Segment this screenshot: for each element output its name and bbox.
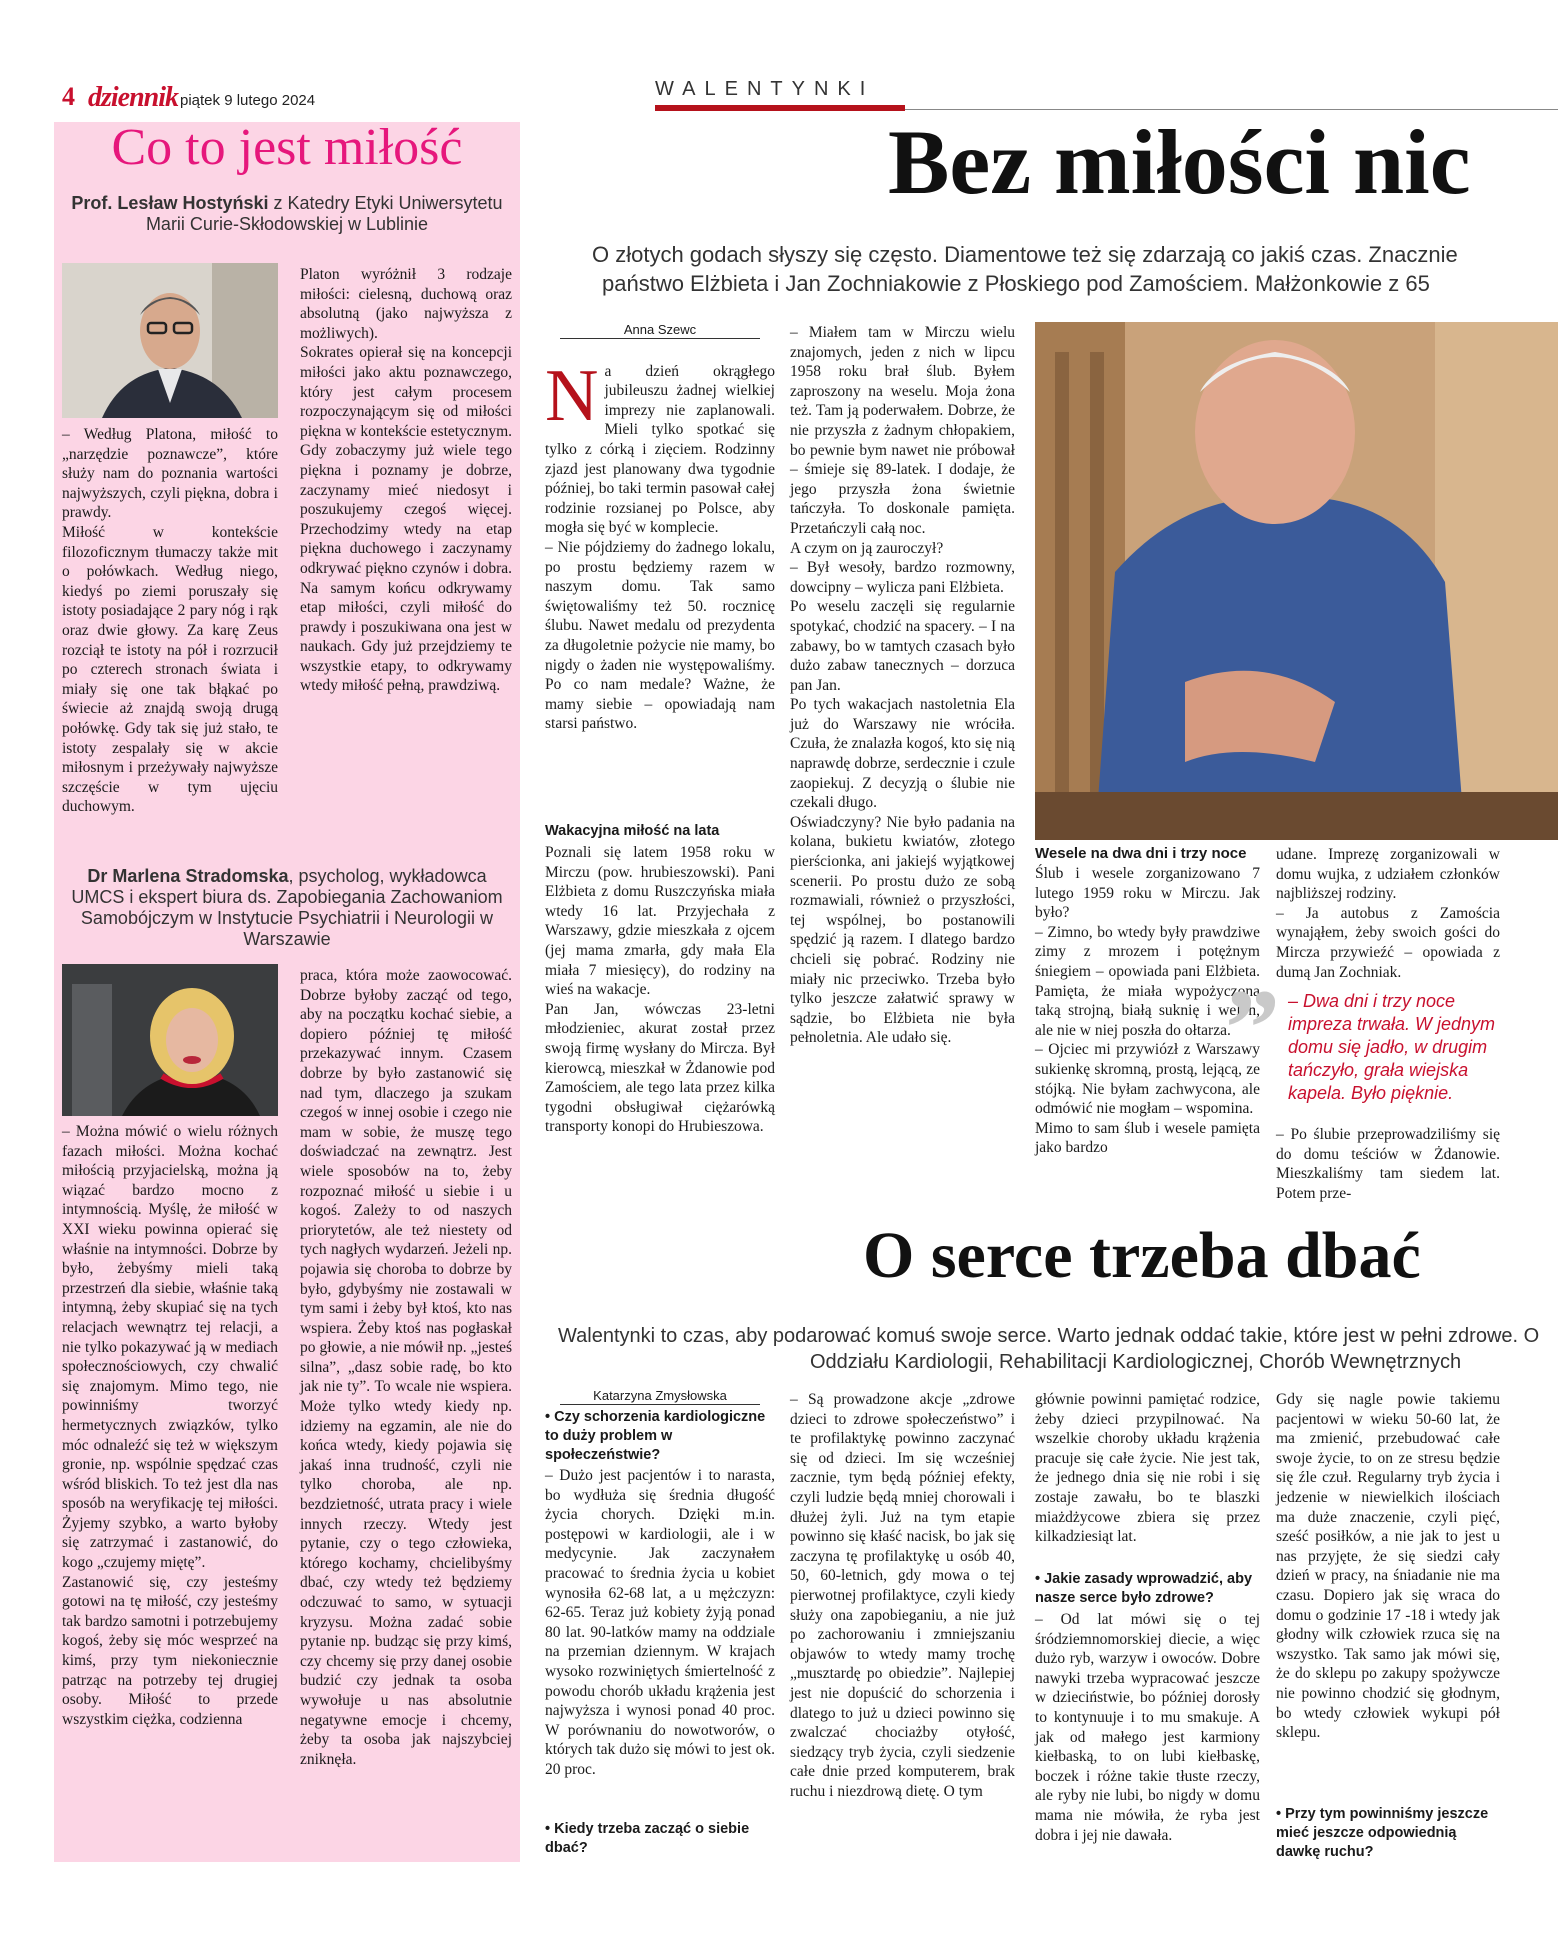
expert2-photo	[62, 964, 278, 1116]
section-label: WALENTYNKI	[655, 78, 875, 100]
article1-col1b: Poznali się latem 1958 roku w Mirczu (pow. hrubieszowski). Pani Elżbieta z domu Ruszczyńska miała wtedy 16 lat. Przyjechała z Warszawy, gdzie mieszkała z ojcem (jej mama zmarła, gdy mała Ela miała 7 miesięcy), do rodziny na wieś na wakacje. Pan Jan, wówczas 23-letni młodzieniec, akurat został przez swoją firmę wysłany do Mircza. Był kierowcą, mieszkał w Żdanowie pod Zamościem, ale tego lata przez kilka tygodni obsługiwał ciężarówką transporty konopi do Hrubieszowa.	[545, 844, 775, 1136]
article1-lead-line2: państwo Elżbieta i Jan Zochniakowie z Płoskiego pod Zamościem. Małżonkowie z 65	[602, 271, 1430, 296]
article1-col3: Ślub i wesele zorganizowano 7 lutego 1959 roku w Mirczu. Jak było? – Zimno, bo wtedy były prawdziwe zimy z mrozem i potężnym śniegiem – opowiada pani Elżbieta. Pamięta, że miała wypożyczoną taką strojną, białą suknię i welon, ale nie w niej poszła do ołtarza. – Ojciec mi przywiózł z Warszawy sukienkę skromną, prostą, lejącą, ze stójką. Nie byłam zachwycona, ale odmówić nie mogłam – wspomina. Mimo to sam ślub i wesele pamięta jako bardzo	[1035, 865, 1260, 1157]
expert2-text-right: praca, która może zaowocować. Dobrze byłoby zacząć od tego, aby na początku kochać siebie, a dopiero później tę miłość przekazywać innym. Czasem dobrze by było zastanowić się nad tym, dlaczego ja szukam czegoś w innej osobie i czego nie mam w sobie, że muszę tego doświadczać na zewnątrz. Jest wiele sposobów na to, żeby rozpoznać miłość u siebie i u kogoś. Zależy to od naszych priorytetów, ale też niestety od tych nagłych wydarzeń. Jeżeli np. pojawia się choroba to dobrze by było, gdybyśmy nie zostawali w tym sami i żeby był ktoś, kto nas wspiera. Żeby ktoś nas pogłaskał po głowie, a nie mówił np. „jesteś silna”, „dasz sobie radę, bo kto jak nie ty”. To wcale nie wspiera. Może tylko wtedy kiedy np. idziemy na egzamin, ale nie do końca wtedy, kiedy pojawia się jakaś inna trudność, czyli nie tylko choroba, ale np. bezdzietność, utrata pracy i wiele innych rzeczy. Wtedy jest pytanie, czy o tego człowieka, którego kochamy, chcielibyśmy dbać, czy wtedy też będziemy odczuwać to samo, w sytuacji kryzysu. Można zadać sobie pytanie np. budząc się przy kimś, czy chcemy się przy danej osobie budzić czy jednak ta osoba wywołuje u nas absolutnie negatywne emocje i chcemy, żeby ta osoba jak najszybciej zniknęła.	[300, 967, 512, 1768]
expert1-intro	[62, 193, 512, 235]
drop-cap: N	[545, 354, 599, 437]
article2-col2: – Są prowadzone akcje „zdrowe dzieci to zdrowe społeczeństwo” i te profilaktykę powinno zaczynać się od dzieci. Im się wcześniej zacznie, tym będą później efekty, czyli ludzie będą mniej chorowali i dłużej żyli. Już na tym etapie powinno się kłaść nacisk, bo jak się zaczyna tę profilaktykę u osób 40, 50, 60-letnich, gdy mowa o tej pierwotnej profilaktyce, czyli kiedy służy ona zapobieganiu, a nie już po zachorowaniu i zmniejszaniu objawów to wtedy mamy trochę „musztardę po obiedzie”. Najlepiej jest nie dopuścić do schorzenia i dlatego to już u dzieci powinno się zwalczać chociażby otyłość, siedzący tryb życia, czyli siedzenie całe dnie przed komputerem, brak ruchu i niezdrową dietę. O tym	[790, 1391, 1015, 1800]
couple-photo	[1035, 322, 1558, 840]
expert1-text-right: Platon wyróżnił 3 rodzaje miłości: cielesną, duchową oraz absolutną (jako najwyższa z możliwych). Sokrates opierał się na koncepcji miłości jako aktu poznawczego, który jest całym procesem rozpoczynającym się od miłości piękna w kontekście estetycznym. Gdy zobaczymy już wiele tego piękna i poznamy je dobrze, zaczynamy mieć niedosyt i poszukujemy czegoś więcej. Przechodzimy wtedy na etap piękna duchowego i zaczynamy odkrywać piękno czynów i dobra. Na samym końcu odkrywamy etap miłości, czyli miłość do prawdy i poszukiwana ona jest w naukach. Gdy już przejdziemy te wszystkie etapy, to odkrywamy wtedy miłość pełną, prawdziwą.	[300, 266, 512, 695]
page-number: 4	[62, 82, 75, 111]
article1-subhead1: Wakacyjna miłość na lata	[545, 823, 720, 839]
issue-date: piątek 9 lutego 2024	[180, 92, 316, 109]
article2-col4: Gdy się nagle powie takiemu pacjentowi w wieku 50-60 lat, że ma zmienić, przebudować całe swoje życie, to on ze stresu będzie się źle czuł. Regularny tryb życia i jedzenie w niewielkich ilościach ma duże znaczenie, czyli pięć, sześć posiłków, a nie jak to jest u nas przyjęte, że się siedzi cały dzień w pracy, na śniadanie nie ma czasu. Dopiero jak się wraca do domu o godzinie 17 -18 i wtedy jak głodny wilk człowiek rzuca się na wszystko. Tak samo jak mówi się, że do sklepu po zakupy spożywcze nie powinno chodzić się głodnym, bo wtedy człowiek wykupi pół sklepu.	[1276, 1391, 1500, 1742]
article1-author: Anna Szewc	[560, 322, 760, 339]
expert2-name: Dr Marlena Stradomska	[87, 866, 289, 886]
article1-col1-text: a dzień okrągłego jubileuszu żadnej wielkiej imprezy nie zaplanowali. Mieli tylko spotkać się tylko z córką i zięciem. Rodzinny zjazd jest planowany dwa tygodnie później, bo taki termin pasował całej rodzinie rozsianej po Polsce, aby mogła się być w komplecie. – Nie pójdziemy do żadnego lokalu, po prostu będziemy razem w naszym domu. Tak samo świętowaliśmy też 50. rocznicę ślubu. Nawet medalu od prezydenta za długoletnie pożycie nie mamy, bo nigdy o żaden nie występowaliśmy. Po co nam medale? Ważne, że mamy siebie – opowiadają nam starsi państwo.	[545, 362, 775, 733]
expert2-text-left: – Można mówić o wielu różnych fazach miłości. Można kochać miłością przyjacielską, można ją wiązać bardzo mocno z intymnością. Myślę, że miłość w XXI wieku powinna opierać się właśnie na intymności. Dobrze by było, żebyśmy mieli taką przestrzeń dla siebie, właśnie taką intymną, żeby skupiać się na tych relacjach wewnątrz tej relacji, a nie tylko pokazywać ją w mediach społecznościowych, czy chwalić się znajomym. Mimo tego, nie powinniśmy tworzyć hermetycznych związków, tylko móc odnaleźć się też w większym gronie, np. wspólnie spędzać czas wśród bliskich. To też jest dla nas sposób na weryfikację tej miłości. Żyjemy szybko, a warto byłoby się zatrzymać i zastanowić, do kogo „czujemy miętę”. Zastanowić się, czy jesteśmy gotowi na tę miłość, czy jesteśmy tak bardzo samotni i potrzebujemy kogoś, żeby się móc wesprzeć na kimś, przy tym niekoniecznie patrząc na potrzeby tej drugiej osoby. Miłość to przede wszystkim ciężka, codzienna	[62, 1123, 278, 1728]
section-rule	[655, 105, 905, 111]
article1-col4: udane. Imprezę zorganizowali w domu wujka, z udziałem członków najbliższej rodziny. – Ja autobus z Zamościa wynająłem, żeby swoich gości do Mircza przywieźć – opowiada z dumą Jan Zochniak.	[1276, 846, 1500, 981]
article2-headline: O serce trzeba dbać	[863, 1219, 1421, 1292]
sidebar-title: Co to jest miłość	[111, 119, 463, 176]
article2-col1: – Dużo jest pacjentów i to narasta, bo wydłuża się średnia długość życia chorych. Dzięki m.in. postępowi w kardiologii, ale i w medycynie. Jak zaczynałem pracować to średnia życia u kobiet wynosiła 62-68 lat, a u mężczyzn: 62-65. Teraz już kobiety żyją ponad 80 lat. 90-latków mamy na oddziale na przemian dziennym. W krajach wysoko rozwiniętych śmiertelność z powodu chorób układu krążenia jest najwyższa i wynosi ponad 40 proc. W porównaniu do nowotworów, o których tak dużo się mówi to jest ok. 20 proc.	[545, 1467, 775, 1778]
article2-question3: • Jakie zasady wprowadzić, aby nasze serce było zdrowe?	[1035, 1571, 1253, 1606]
article2-col3b: – Od lat mówi się o tej śródziemnomorskiej diecie, a więc dużo ryb, warzyw i owoców. Dobre nawyki trzeba wypracować jeszcze w dzieciństwie, bo później dorosły to kontynuuje i to mu smakuje. A jak od małego jest karmiony kiełbaską, to on lubi kiełbaskę, boczek i różne takie tłuste rzeczy, ale ryby nie lubi, bo nigdy w domu mama nie mówiła, że ryba jest dobra i jej nie dawała.	[1035, 1611, 1260, 1844]
article2-col3: głównie powinni pamiętać rodzice, żeby dzieci przypilnować. Na wszelkie choroby układu krążenia pracuje się całe życie. Nie jest tak, że jednego dnia się nie robi i się zostaje zawału, bo te blaszki miażdżycowe zbiera się przez kilkadziesiąt lat.	[1035, 1391, 1260, 1546]
article2-question4: • Przy tym powinniśmy jeszcze mieć jeszcze odpowiednią dawkę ruchu?	[1276, 1806, 1489, 1860]
article1-lead-line1: O złotych godach słyszy się często. Diamentowe też się zdarzają co jakiś czas. Znacznie	[592, 242, 1458, 267]
expert1-text-left: – Według Platona, miłość to „narzędzie poznawcze”, które służy nam do poznania wartości najwyższych, czyli piękna, dobra i prawdy. Miłość w kontekście filozoficznym tłumaczy także mit o połówkach. Według niego, kiedyś po ziemi poruszały się istoty posiadające 2 pary nóg i rąk oraz dwie głowy. Za karę Zeus rozciął te istoty na pół i rozrzucił po czterech stronach świata i miały się one tak błąkać po świecie aż znajdą swoją drugą połówkę. Gdy tak się już stało, te istoty zespalały się w akcie miłosnym i przeżywały najwyższe szczęście w tym ujęciu duchowym.	[62, 426, 278, 816]
article1-col1	[545, 342, 775, 734]
expert1-name: Prof. Lesław Hostyński	[71, 193, 269, 213]
quote-mark-icon: ”	[1225, 967, 1280, 1089]
article2-lead-line2: Oddziału Kardiologii, Rehabilitacji Kardiologicznej, Chorób Wewnętrznych	[810, 1351, 1462, 1373]
expert1-photo	[62, 263, 278, 418]
newspaper-logo: dziennik	[88, 82, 179, 113]
expert1-affiliation: z Katedry Etyki Uniwersytetu Marii Curie-Skłodowskiej w Lublinie	[145, 193, 503, 234]
article1-col4b: – Po ślubie przeprowadziliśmy się do domu teściów w Żdanowie. Mieszkaliśmy tam siedem lat. Potem prze-	[1276, 1126, 1500, 1202]
article1-col2: – Miałem tam w Mirczu wielu znajomych, jeden z nich w lipcu 1958 roku brał ślub. Byłem zaproszony na weselu. Moja żona też. Tam ją poderwałem. Dobrze, że nie przyszła z żadnym chłopakiem, bo pewnie bym nawet nie próbował – śmieje się 89-latek. I dodaje, że jego przyszła żona świetnie tańczyła. To doskonale pamięta. Przetańczyli całą noc. A czym on ją zauroczył? – Był wesoły, bardzo rozmowny, dowcipny – wylicza pani Elżbieta. Po weselu zaczęli się regularnie spotykać, chodzić na spacery. – I na zabawy, bo w tamtych czasach było dużo zabaw tanecznych – dorzuca pan Jan. Po tych wakacjach nastoletnia Ela już do Warszawy nie wróciła. Czuła, że znalazła kogoś, kto się nią naprawdę dobrze, serdecznie i czule zaopiekuj. Z decyzją o ślubie nie czekali długo. Oświadczyny? Nie było padania na kolana, bukietu kwiatów, złotego pierścionka, ani jakiejś wyjątkowej scenerii. Po prostu dużo ze sobą rozmawiali, również o przyszłości, tej wspólnej, bo postanowili spędzić ją razem. I dlatego bardzo chcieli się pobrać. Rodziny nie miały nic przeciwko. Trzeba było tylko jeszcze załatwić sprawy w sądzie, bo Elżbieta nie była pełnoletnia. Ale udało się.	[790, 324, 1015, 1047]
expert2-intro	[62, 866, 512, 950]
article2-question2: • Kiedy trzeba zacząć o siebie dbać?	[545, 1821, 750, 1856]
article2-question1: • Czy schorzenia kardiologiczne to duży problem w społeczeństwie?	[545, 1409, 766, 1463]
article1-headline: Bez miłości nic	[888, 111, 1471, 213]
expert2-affiliation: , psycholog, wykładowca UMCS i ekspert biura ds. Zapobiegania Zachowaniom Samobójczym w Instytucie Psychiatrii i Neurologii w Warszawie	[71, 866, 503, 949]
article2-author: Katarzyna Zmysłowska	[560, 1388, 760, 1405]
article1-quote: – Dwa dni i trzy noce impreza trwała. W jednym domu się jadło, w drugim tańczyło, grała wiejska kapela. Było pięknie.	[1288, 991, 1496, 1103]
article1-subhead2: Wesele na dwa dni i trzy noce	[1035, 845, 1247, 862]
article2-lead-line1: Walentynki to czas, aby podarować komuś swoje serce. Warto jednak oddać takie, które jest w pełni zdrowe. O	[558, 1325, 1540, 1347]
